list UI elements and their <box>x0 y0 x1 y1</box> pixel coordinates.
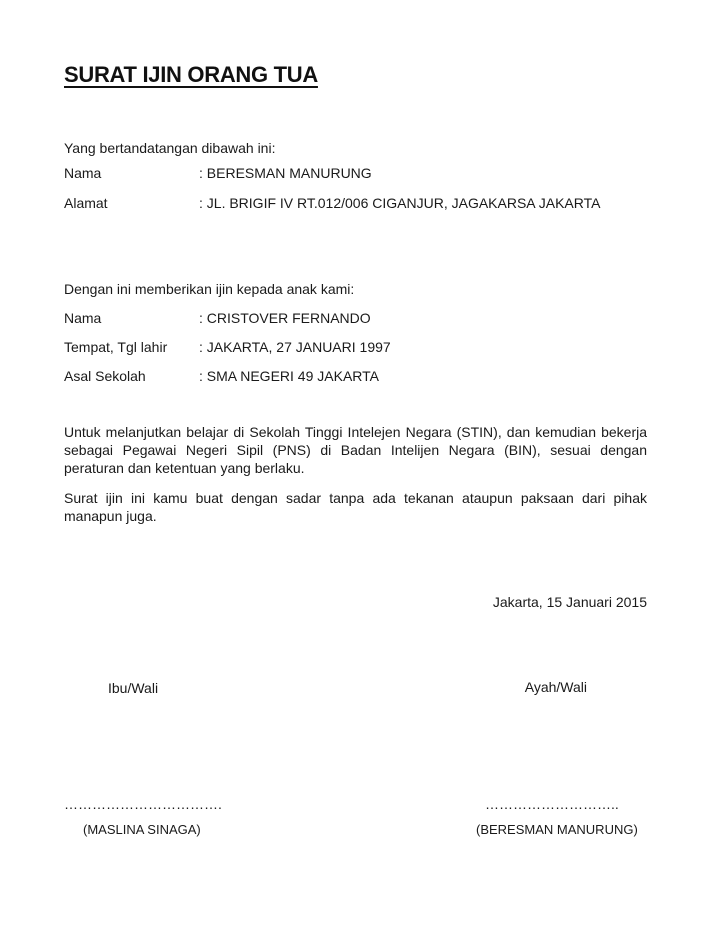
child-name-value: : CRISTOVER FERNANDO <box>199 310 371 326</box>
intro-text: Yang bertandatangan dibawah ini: <box>64 140 276 156</box>
child-school-label: Asal Sekolah <box>64 368 146 384</box>
parent-name-label: Nama <box>64 165 102 181</box>
place-date: Jakarta, 15 Januari 2015 <box>492 594 647 610</box>
parent-address-label: Alamat <box>64 195 108 211</box>
left-signature-role: Ibu/Wali <box>108 680 159 696</box>
purpose-paragraph: Untuk melanjutkan belajar di Sekolah Tinggi Intelejen Negara (STIN), dan kemudian bekerja sebagai Pegawai Negeri Sipil (PNS) di Badan Intelijen Negara (BIN), sesuai dengan peraturan dan ketentuan yang berlaku. <box>64 424 647 476</box>
child-birth-label: Tempat, Tgl lahir <box>64 339 168 355</box>
parent-address-value: : JL. BRIGIF IV RT.012/006 CIGANJUR, JAGAKARSA JAKARTA <box>199 195 601 211</box>
left-signer-name: (MASLINA SINAGA) <box>83 822 201 837</box>
grant-intro-text: Dengan ini memberikan ijin kepada anak kami: <box>64 281 355 297</box>
child-school-value: : SMA NEGERI 49 JAKARTA <box>199 368 379 384</box>
right-signature-role: Ayah/Wali <box>524 679 587 695</box>
left-signature-line: ……………………………. <box>64 796 222 812</box>
letter-title: SURAT IJIN ORANG TUA <box>64 62 318 87</box>
parent-name-value: : BERESMAN MANURUNG <box>199 165 372 181</box>
right-signature-line: ……………………….. <box>485 796 619 812</box>
child-birth-value: : JAKARTA, 27 JANUARI 1997 <box>199 339 391 355</box>
right-signer-name: (BERESMAN MANURUNG) <box>476 822 638 837</box>
child-name-label: Nama <box>64 310 102 326</box>
consent-paragraph: Surat ijin ini kamu buat dengan sadar tanpa ada tekanan ataupun paksaan dari pihak manapun juga. <box>64 490 647 524</box>
